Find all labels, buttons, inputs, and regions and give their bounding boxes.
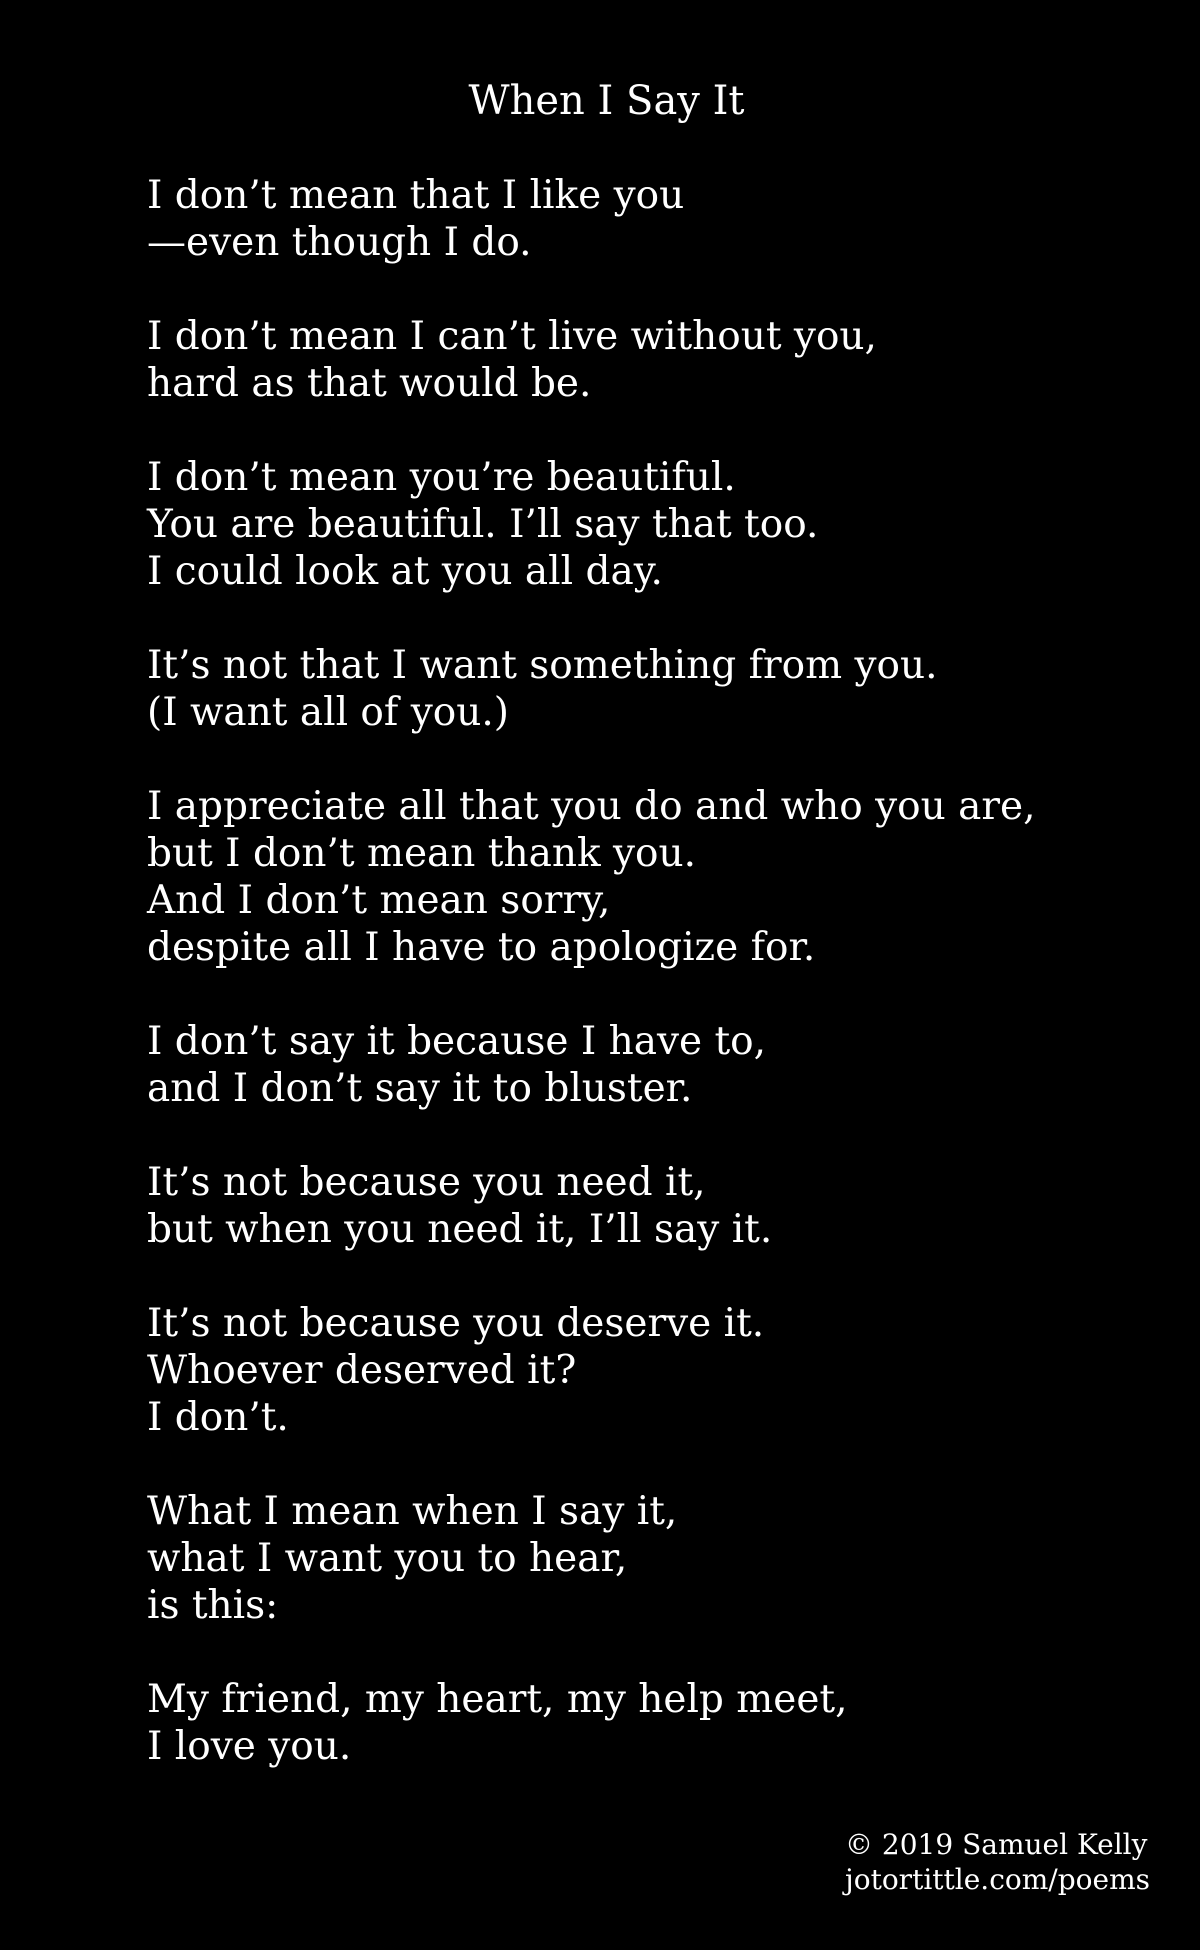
poem-line: but I don’t mean thank you.: [147, 831, 697, 876]
poem-line: what I want you to hear,: [147, 1536, 628, 1581]
stanza: [147, 642, 1157, 736]
copyright-text: © 2019 Samuel Kelly: [845, 1828, 1148, 1861]
stanza: [147, 1676, 1157, 1770]
poem-line: (I want all of you.): [147, 690, 509, 735]
stanza: [147, 1018, 1157, 1112]
poem-line: My friend, my heart, my help meet,: [147, 1677, 848, 1722]
poem-line: And I don’t mean sorry,: [147, 878, 611, 923]
poem-line: but when you need it, I’ll say it.: [147, 1207, 773, 1252]
poem-line: It’s not because you need it,: [147, 1160, 706, 1205]
poem-line: I don’t mean you’re beautiful.: [147, 455, 736, 500]
stanza: [147, 1300, 1157, 1441]
stanza: [147, 783, 1157, 971]
poem-line: What I mean when I say it,: [147, 1489, 678, 1534]
footer-credit: [845, 1827, 1150, 1897]
poem-line: and I don’t say it to bluster.: [147, 1066, 693, 1111]
poem-line: I don’t mean that I like you: [147, 173, 685, 218]
stanza: [147, 313, 1157, 407]
stanza: [147, 1488, 1157, 1629]
poem-line: Whoever deserved it?: [147, 1348, 577, 1393]
stanza: [147, 172, 1157, 266]
poem-line: You are beautiful. I’ll say that too.: [147, 502, 819, 547]
poem-line: I don’t say it because I have to,: [147, 1019, 767, 1064]
poem-line: I love you.: [147, 1724, 352, 1769]
poem-line: It’s not because you deserve it.: [147, 1301, 765, 1346]
poem-line: It’s not that I want something from you.: [147, 643, 938, 688]
poem-line: hard as that would be.: [147, 361, 592, 406]
poem-line: is this:: [147, 1583, 279, 1628]
website-text: jotortittle.com/poems: [845, 1863, 1150, 1896]
stanza: [147, 1159, 1157, 1253]
poem-line: —even though I do.: [147, 220, 532, 265]
poem-line: I don’t mean I can’t live without you,: [147, 314, 877, 359]
poem-body: [147, 172, 1157, 1770]
poem-line: despite all I have to apologize for.: [147, 925, 816, 970]
poem-line: I appreciate all that you do and who you are,: [147, 784, 1036, 829]
stanza: [147, 454, 1157, 595]
poem-line: I could look at you all day.: [147, 549, 663, 594]
poem-title: When I Say It: [468, 78, 745, 124]
poem-line: I don’t.: [147, 1395, 289, 1440]
